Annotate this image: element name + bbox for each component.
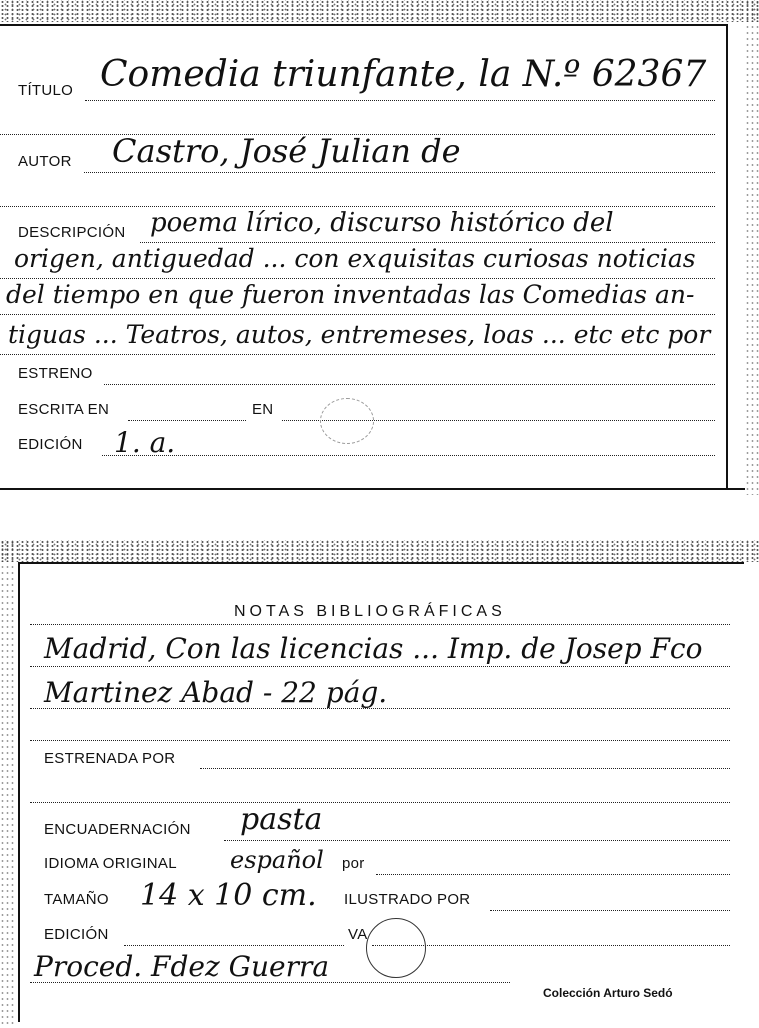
scan-border-top (0, 0, 759, 22)
notas-line-1: Madrid, Con las licencias ... Imp. de Josep Fco (44, 632, 703, 665)
descripcion-line-2: origen, antiguedad ... con exquisitas curiosas noticias (14, 244, 696, 273)
scan-border-left (0, 540, 14, 1028)
notas-rule-1 (30, 666, 730, 667)
descripcion-label: DESCRIPCIÓN (18, 224, 126, 241)
collection-label: Colección Arturo Sedó (543, 986, 673, 1000)
tamano-value: 14 x 10 cm. (140, 878, 317, 913)
descripcion-rule-2 (0, 278, 715, 279)
descripcion-line-3: del tiempo en que fueron inventadas las Comedias an- (6, 280, 695, 309)
catalog-card-front (0, 0, 759, 495)
autor-line (84, 172, 715, 173)
autor-value: Castro, José Julian de (112, 132, 461, 170)
descripcion-line-1: poema lírico, discurso histórico del (150, 208, 614, 238)
descripcion-rule-4 (0, 354, 715, 355)
tamano-label: TAMAÑO (44, 891, 109, 908)
titulo-value: Comedia triunfante, la N.º 62367 (100, 54, 707, 95)
encuadernacion-value: pasta (240, 802, 323, 837)
en-label: EN (252, 401, 274, 418)
encuadernacion-label: ENCUADERNACIÓN (44, 821, 191, 838)
notas-rule-2 (30, 708, 730, 709)
notas-line-2: Martinez Abad - 22 pág. (44, 676, 388, 709)
procedencia-line (30, 982, 510, 983)
ilustrado-por-line (490, 910, 730, 911)
edicion-label: EDICIÓN (18, 436, 83, 453)
idioma-line (376, 874, 730, 875)
card-right-border (726, 24, 728, 489)
descripcion-line-4: tiguas ... Teatros, autos, entremeses, loas ... etc etc por (8, 320, 711, 349)
estrenada-por-label: ESTRENADA POR (44, 750, 176, 767)
notas-rule-3 (30, 740, 730, 741)
edicion-line (102, 455, 715, 456)
card-top-border (18, 562, 744, 564)
encuadernacion-line (224, 840, 730, 841)
idioma-value: español (230, 846, 324, 874)
edicion-label: EDICIÓN (44, 926, 109, 943)
estreno-label: ESTRENO (18, 365, 93, 382)
autor-line-2 (0, 206, 715, 207)
card-bottom-border (0, 488, 745, 490)
stamp-circle (366, 918, 426, 978)
catalog-card-back (0, 540, 759, 1028)
escrita-en-label: ESCRITA EN (18, 401, 110, 418)
titulo-line (85, 100, 715, 101)
scan-border-right (745, 0, 759, 495)
card-top-border (0, 24, 728, 26)
por-label: por (342, 855, 365, 872)
procedencia-value: Proced. Fdez Guerra (34, 950, 330, 983)
estrenada-por-line (200, 768, 730, 769)
edicion-value: 1. a. (114, 426, 176, 459)
descripcion-rule-3 (0, 314, 715, 315)
idioma-label: IDIOMA ORIGINAL (44, 855, 177, 872)
va-label: VA (348, 926, 368, 943)
scan-border-top (0, 540, 759, 562)
descripcion-rule-1 (140, 242, 715, 243)
autor-label: AUTOR (18, 153, 72, 170)
card-left-border (18, 562, 20, 1022)
stamp-mark (320, 398, 374, 444)
notas-heading: NOTAS BIBLIOGRÁFICAS (234, 603, 506, 620)
titulo-label: TÍTULO (18, 82, 74, 99)
escrita-en-line (128, 420, 246, 421)
edicion-line (124, 945, 344, 946)
ilustrado-por-label: ILUSTRADO POR (344, 891, 471, 908)
estrenada-por-line-2 (30, 802, 730, 803)
heading-line (30, 624, 730, 625)
estreno-line (104, 384, 715, 385)
